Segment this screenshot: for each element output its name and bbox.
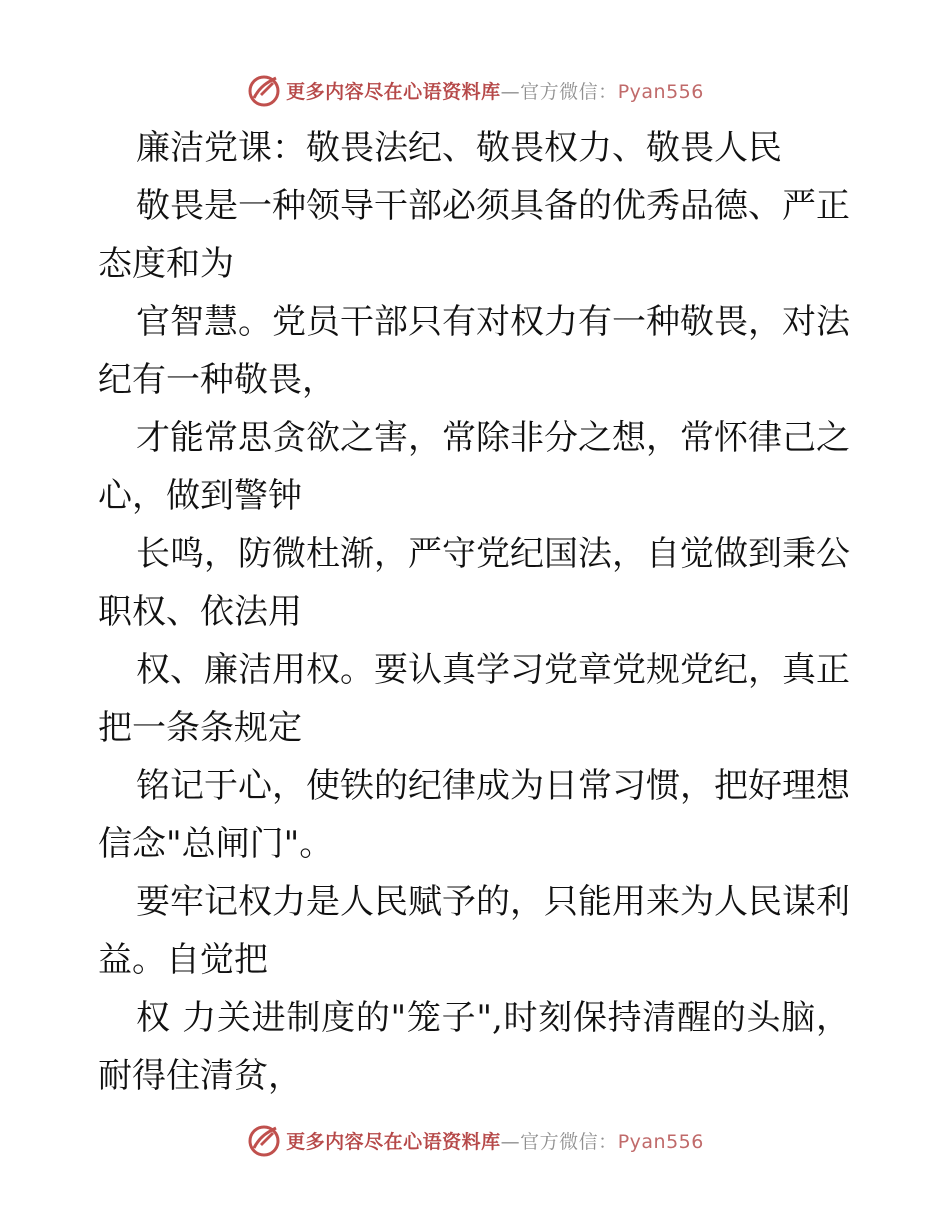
text-line-7: 长鸣，防微杜渐，严守党纪国法，自觉做到秉公 <box>136 534 850 574</box>
watermark-footer <box>0 1120 950 1160</box>
text-line-11: 铭记于心，使铁的纪律成为日常习惯，把好理想 <box>136 766 850 806</box>
watermark-text-id: Pyan556 <box>617 1130 704 1153</box>
document-title: 廉洁党课：敬畏法纪、敬畏权力、敬畏人民 <box>136 128 782 168</box>
text-line-16: 耐得住清贫， <box>98 1056 302 1096</box>
watermark-text-main: 更多内容尽在心语资料库 <box>286 1130 501 1153</box>
text-line-13: 要牢记权力是人民赋予的，只能用来为人民谋利 <box>136 882 850 922</box>
text-line-5: 才能常思贪欲之害，常除非分之想，常怀律己之 <box>136 418 850 458</box>
text-line-2: 态度和为 <box>98 244 234 284</box>
text-line-3: 官智慧。党员干部只有对权力有一种敬畏，对法 <box>136 302 850 342</box>
text-line-6: 心，做到警钟 <box>98 476 302 516</box>
text-line-15: 权 力关进制度的"笼子",时刻保持清醒的头脑， <box>136 998 850 1038</box>
text-line-8: 职权、依法用 <box>98 592 302 632</box>
text-line-4: 纪有一种敬畏， <box>98 360 336 400</box>
text-line-14: 益。自觉把 <box>98 940 268 980</box>
watermark-text-main: 更多内容尽在心语资料库 <box>286 80 501 103</box>
watermark-text-id: Pyan556 <box>617 80 704 103</box>
watermark-text-mid: —官方微信： <box>500 1130 618 1153</box>
watermark-text-mid: —官方微信： <box>500 80 618 103</box>
text-line-12: 信念"总闸门"。 <box>98 824 334 864</box>
pen-swirl-logo-icon <box>246 1122 282 1158</box>
text-line-1: 敬畏是一种领导干部必须具备的优秀品德、严正 <box>136 186 850 226</box>
text-line-10: 把一条条规定 <box>98 708 302 748</box>
text-line-9: 权、廉洁用权。要认真学习党章党规党纪，真正 <box>136 650 850 690</box>
